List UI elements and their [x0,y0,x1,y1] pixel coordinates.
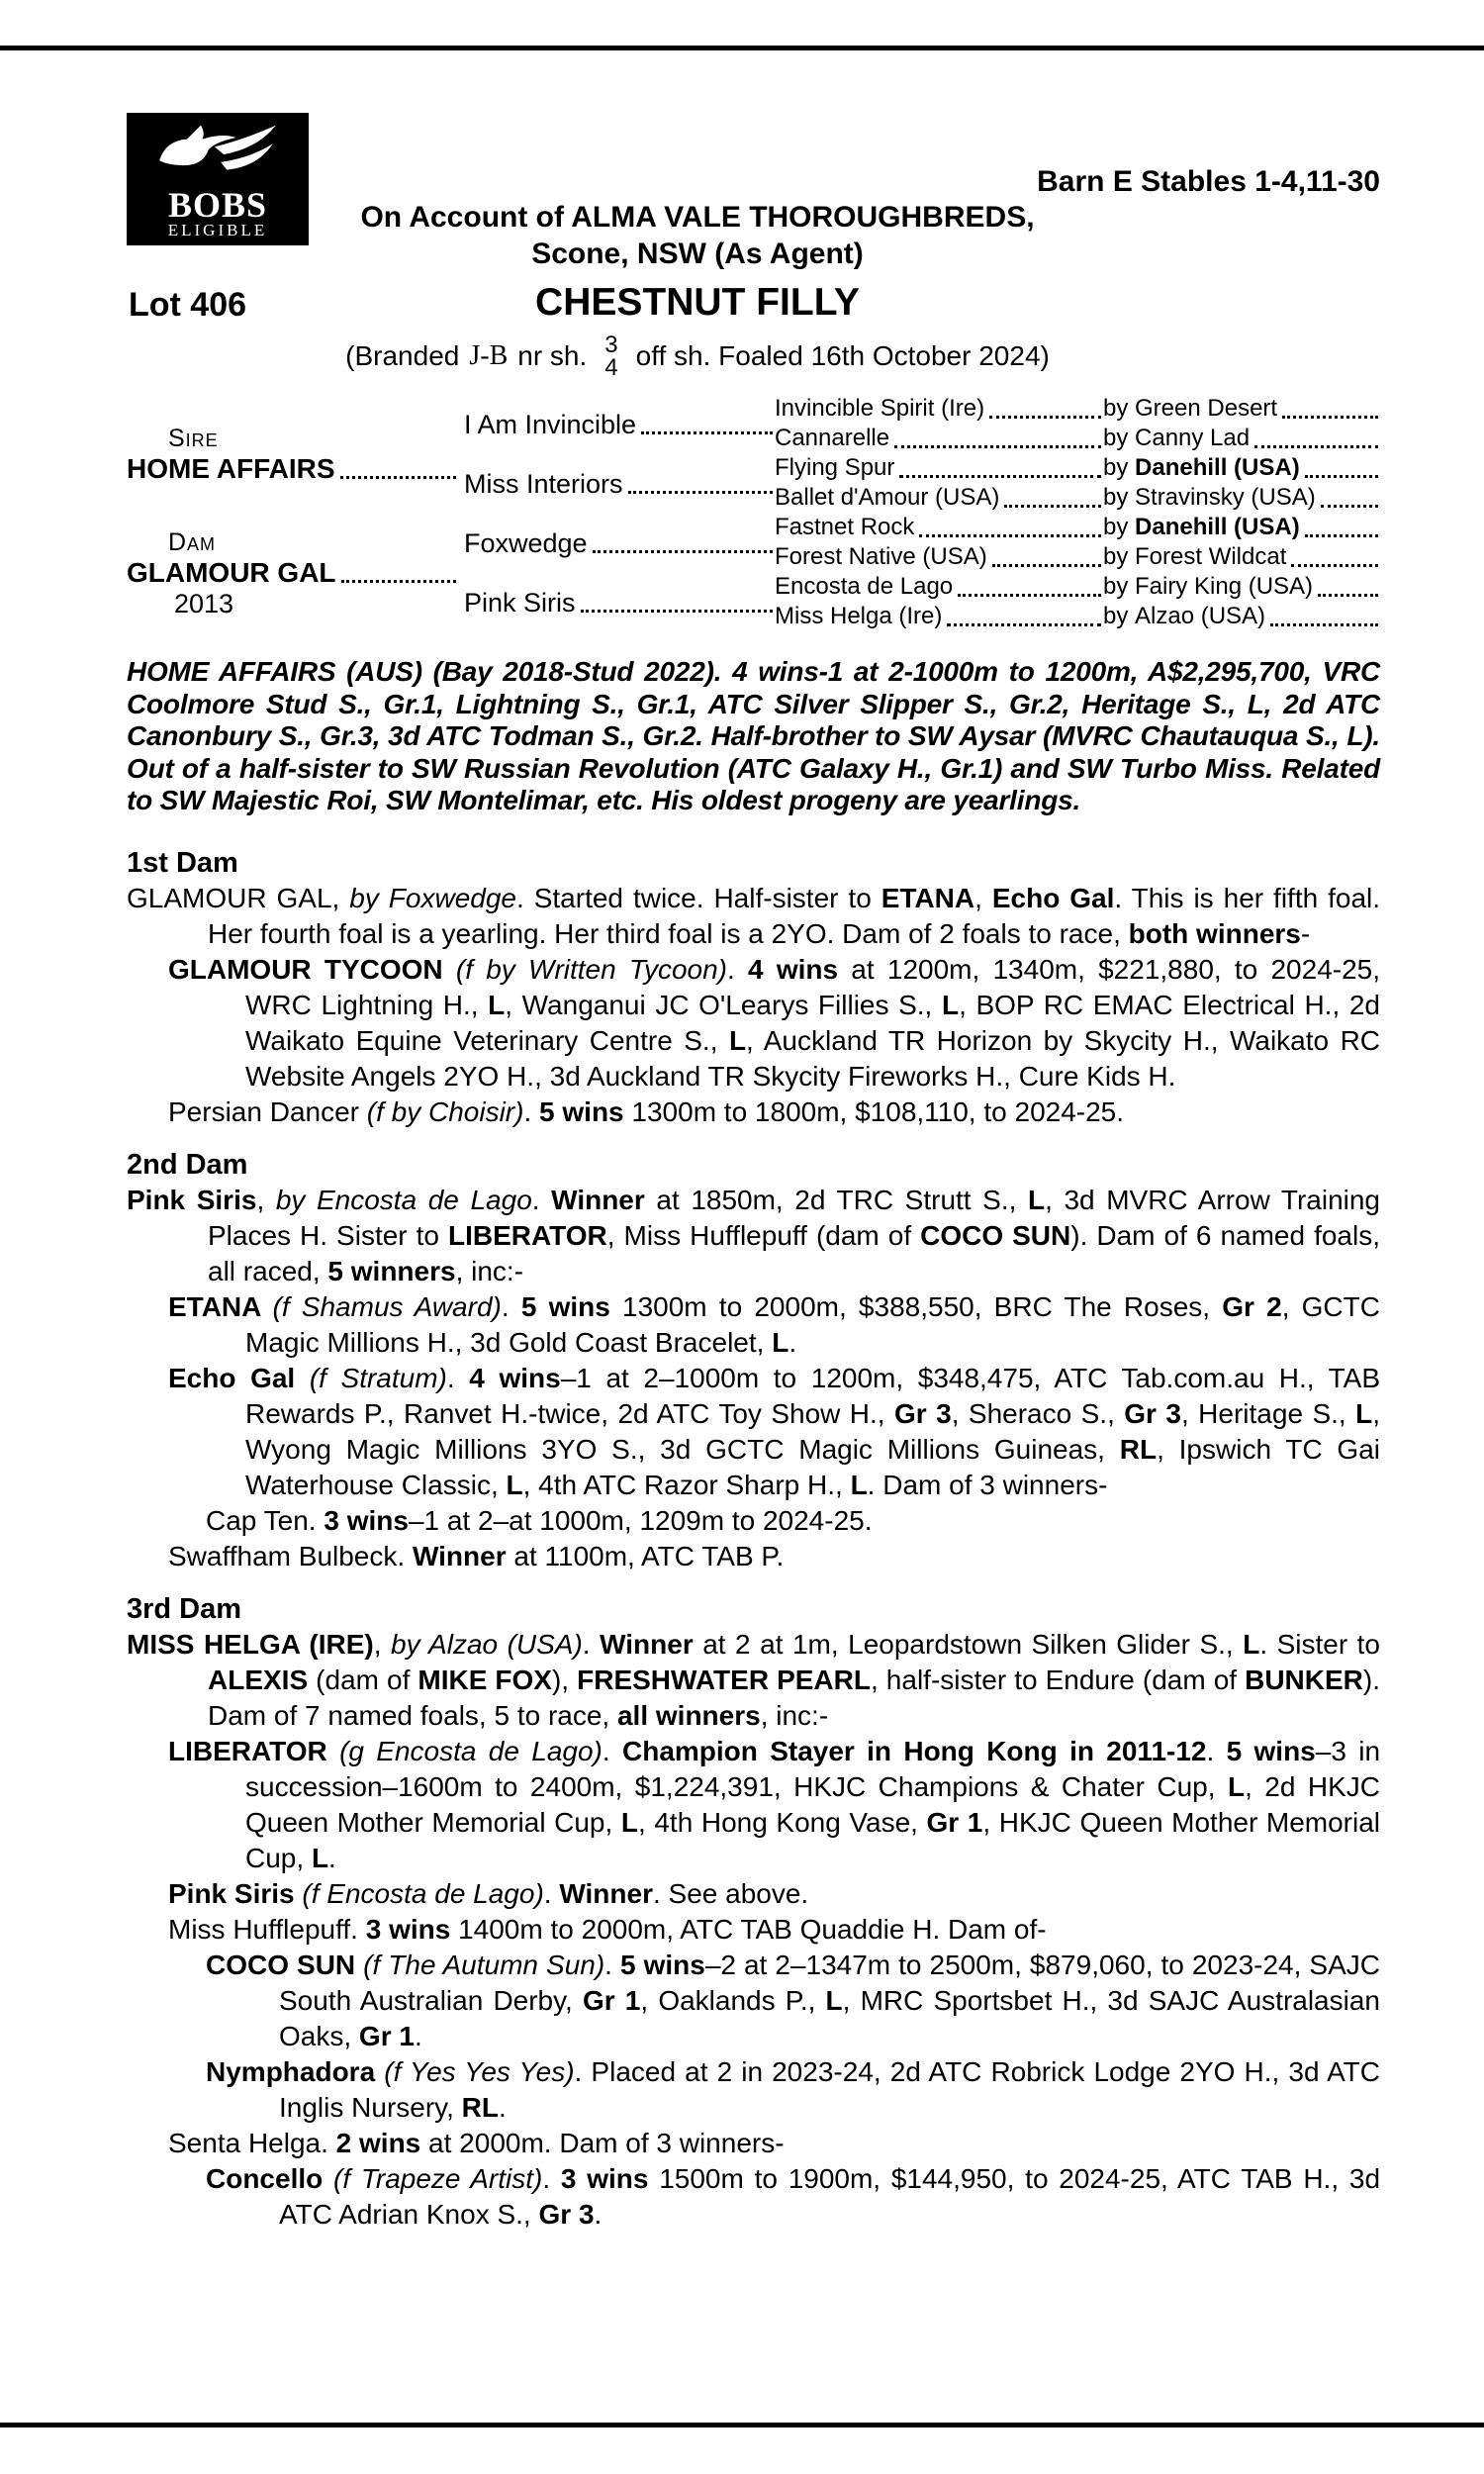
text-run: 5 wins [619,1949,705,1980]
text-run: , [373,1628,392,1660]
pedigree-gp-by [1103,425,1380,454]
dot-leader [1282,395,1378,419]
text-run: 1500m to 1900m, $144,950, to 2024-25, ATC TAB H., 3d ATC Adrian Knox S., [279,2162,1381,2230]
text-run: (f Yes Yes Yes) [384,2055,575,2087]
text-run: at 1850m, 2d TRC Strutt S., [644,1184,1028,1215]
text-run: , inc:- [455,1255,524,1286]
pedigree-sire-cell [127,395,458,514]
text-run: . [543,1877,560,1909]
grandparent-name: Cannarelle [775,425,890,451]
text-run: L [850,1469,868,1500]
text-run: Gr 2 [1222,1290,1282,1322]
text-run: , Sheraco S., [951,1397,1125,1429]
pedigree-gp-name [775,454,1103,484]
dot-leader [992,543,1101,567]
text-run: . [582,1628,601,1660]
text-run: Gr 3 [894,1397,952,1429]
text-run: 1300m to 1800m, $108,110, to 2024-25. [623,1095,1125,1127]
dam-sections [127,845,1380,2233]
text-run: (g Encosta de Lago) [339,1735,603,1766]
text-run: , 3d MVRC Arrow Training Places H. Sister to [208,1184,1381,1251]
text-run: L [620,1806,638,1838]
text-run: , inc:- [760,1699,829,1731]
pedigree-paragraph [127,2054,1380,2126]
grandparent-name: Fastnet Rock [775,514,915,540]
text-run: 4 wins [469,1362,561,1393]
pedigree-parent-inner [464,528,775,559]
pedigree-paragraph [127,952,1380,1094]
by-name: Danehill (USA) [1135,454,1300,481]
text-run: by Encosta de Lago [275,1184,532,1215]
text-run: Winner [600,1628,694,1660]
section-heading: 3rd Dam [127,1592,242,1625]
text-run: . [446,1362,470,1393]
text-run: Gr 1 [582,1984,641,2016]
pedigree-gp-row [775,573,1380,603]
text-run: (f Stratum) [309,1362,447,1393]
dam-year: 2013 [174,588,234,618]
dot-leader [593,528,773,553]
text-run: , Miss Hufflepuff (dam of [606,1219,921,1251]
text-run: HOME AFFAIRS (AUS) (Bay 2018-Stud 2022). 4 wins-1 at 2-1000m to 1200m, A$2,295,700, VRC Coolmore Stud S., Gr.1, Lightning S., Gr.1, ATC Silver Slipper S., Gr.2, Heritage S., L, 2d ATC Canonbury S., Gr.3, 3d ATC Todman S., Gr.2. Half-brother to SW Aysar (MVRC Chautauqua S., L). Out of a half-sister to SW Russian Revolution (ATC Galaxy H., Gr.1) and SW Turbo Miss. Related to SW Majestic Roi, SW Montelimar, etc. His oldest progeny are yearlings. [127,656,1380,815]
header [127,109,1380,379]
text-run: 4 wins [748,953,839,985]
pedigree-paragraph [127,2161,1380,2233]
text-run: , GCTC Magic Millions H., 3d Gold Coast Bracelet, [245,1290,1380,1358]
text-run: –3 in succession–1600m to 2400m, $1,224,391, HKJC Champions & Chater Cup, [245,1735,1381,1802]
by-name: Canny Lad [1135,425,1251,451]
pedigree-gp-name [775,395,1103,425]
bottom-rule [0,2423,1484,2427]
account-line-1: On Account of ALMA VALE THOROUGHBREDS, [360,201,1035,234]
pedigree-gp-name [775,484,1103,514]
dot-leader [919,514,1101,537]
text-run: . [542,2162,561,2194]
dot-leader [989,395,1101,419]
text-run: Gr 1 [926,1806,983,1838]
text-run: 5 wins [539,1095,624,1127]
text-run: , Wanganui JC O'Learys Fillies S., [505,989,942,1020]
grandparent-name: Forest Native (USA) [775,543,987,570]
text-run: –1 at 2–at 1000m, 1209m to 2024-25. [408,1504,873,1536]
text-run: - [1300,917,1311,949]
grandparent-name: Miss Helga (Ire) [775,603,943,629]
text-run: Winner [551,1184,645,1215]
text-run: (f by Choisir) [366,1095,524,1127]
text-run: at 2000m. Dam of 3 winners- [420,2127,785,2158]
text-run: . Started twice. Half-sister to [516,882,881,913]
branded-mid: nr sh. [517,340,588,371]
text-run: , Oaklands P., [640,1984,826,2016]
text-run: Nymphadora [206,2055,385,2087]
text-run: , Heritage S., [1180,1397,1356,1429]
text-run: COCO SUN [920,1219,1071,1251]
pedigree-gp-by [1103,573,1380,603]
text-run: both winners [1128,917,1301,949]
brand-mark: J-B [469,340,509,371]
pedigree-paragraph [127,1094,1380,1130]
brand-number-top: 3 [604,332,618,358]
text-run: ). Dam of 6 named foals, all raced, [208,1219,1381,1286]
sire-name: HOME AFFAIRS [127,452,335,484]
text-run: Cap Ten. [206,1504,325,1536]
text-run: . Dam of 3 winners- [867,1469,1108,1500]
text-run: (f by Written Tycoon) [455,953,727,985]
pedigree-paragraph [127,1503,1380,1539]
by-name: Green Desert [1135,395,1278,422]
text-run: Concello [206,2162,333,2194]
text-run: (f Shamus Award) [272,1290,502,1322]
text-run: , Wyong Magic Millions 3YO S., 3d GCTC Magic Millions Guineas, [245,1397,1380,1465]
pedigree-gp-row [775,603,1380,632]
grandparent-name: Encosta de Lago [775,573,954,600]
text-run: , BOP RC EMAC Electrical H., 2d Waikato Equine Veterinary Centre S., [245,989,1380,1056]
text-run: Pink Siris [127,1184,257,1215]
branded-prefix: (Branded [345,340,460,371]
text-run: ETANA [168,1290,273,1322]
text-run: . [604,1949,620,1980]
pedigree-gp-row [775,484,1380,514]
text-run: 1300m to 2000m, $388,550, BRC The Roses, [609,1290,1223,1322]
text-run: 5 wins [520,1290,610,1322]
text-run: (f Trapeze Artist) [333,2162,543,2194]
pedigree-gp-name [775,573,1103,603]
lot-number: Lot 406 [129,286,247,324]
text-run: ALEXIS [208,1664,309,1695]
pedigree-parent-inner [464,410,775,440]
text-run: Pink Siris [168,1877,303,1909]
text-run: L [311,1842,329,1873]
text-run: (dam of [308,1664,418,1695]
text-run: , HKJC Queen Mother Memorial Cup, [245,1806,1381,1873]
grandparent-name: Flying Spur [775,454,895,481]
by-prefix: by [1103,395,1136,422]
text-run: Miss Hufflepuff. [168,1913,366,1945]
text-run: by Alzao (USA) [391,1628,583,1660]
text-run: . [328,1842,336,1873]
pedigree-gp-by [1103,395,1380,425]
text-run: all winners [616,1699,761,1731]
dot-leader [1305,514,1378,537]
text-run: . See above. [652,1877,809,1909]
text-run: L [1027,1184,1046,1215]
pedigree-gp-name [775,603,1103,632]
text-run: 1400m to 2000m, ATC TAB Quaddie H. Dam of- [450,1913,1047,1945]
pedigree-gp-row [775,425,1380,454]
text-run: RL [461,2091,499,2123]
pedigree-parent-inner [464,469,775,500]
text-run: (f Encosta de Lago) [302,1877,544,1909]
text-run: at 1100m, ATC TAB P. [506,1540,785,1571]
pedigree-col-parents [458,395,775,632]
text-run: MISS HELGA (IRE) [127,1628,374,1660]
text-run: . [1206,1735,1227,1766]
text-run: , half-sister to Endure (dam of [870,1664,1246,1695]
bobs-horse-icon [139,121,297,182]
text-run: –1 at 2–1000m to 1200m, $348,475, ATC Tab.com.au H., TAB Rewards P., Ranvet H.-twice, 2d ATC Toy Show H., [245,1362,1381,1429]
dot-leader [1270,603,1378,626]
text-run: L [488,989,506,1020]
text-run: 3 wins [365,1913,451,1945]
sire-note [127,656,1380,817]
dam-name-row [127,557,458,589]
dot-leader [341,557,456,583]
text-run: L [825,1984,843,2016]
pedigree-dam-cell [127,514,458,632]
text-run: ). Dam of 7 named foals, 5 to race, [208,1664,1380,1731]
barn-stables-line: Barn E Stables 1-4,11-30 [1037,165,1380,198]
by-prefix: by [1103,543,1136,570]
pedigree-table [127,395,1380,632]
pedigree-paragraph [127,1361,1380,1503]
dam-name: GLAMOUR GAL [127,556,336,588]
text-run: Winner [412,1540,507,1571]
dot-leader [581,588,773,613]
brand-number-bottom: 4 [604,354,618,381]
text-run: 2 wins [335,2127,421,2158]
pedigree-parent [464,395,775,454]
text-run: . Placed at 2 in 2023-24, 2d ATC Robrick Lodge 2YO H., 3d ATC Inglis Nursery, [279,2055,1380,2123]
section-heading: 2nd Dam [127,1148,248,1181]
text-run: . [727,953,749,985]
pedigree-gp-name [775,425,1103,454]
pedigree-gp-row [775,514,1380,543]
by-prefix: by [1103,573,1136,600]
by-prefix: by [1103,484,1136,511]
by-prefix: by [1103,425,1136,451]
text-run: , MRC Sportsbet H., 3d SAJC Australasian Oaks, [279,1984,1380,2051]
text-run: FRESHWATER PEARL [577,1664,871,1695]
logo-subtitle: ELIGIBLE [167,221,268,239]
parent-name: Pink Siris [464,587,576,618]
text-run: L [728,1024,747,1056]
account-line-2: Scone, NSW (As Agent) [531,238,864,270]
text-run: Swaffham Bulbeck. [168,1540,413,1571]
text-run: , 4th Hong Kong Vase, [637,1806,927,1838]
pedigree-paragraph [127,1734,1380,1876]
text-run: Senta Helga. [168,2127,336,2158]
text-run: L [506,1469,523,1500]
pedigree-paragraph [127,1948,1380,2054]
dot-leader [1321,484,1378,508]
text-run: by Foxwedge [349,882,516,913]
dot-leader [641,410,773,434]
by-name: Fairy King (USA) [1135,573,1314,600]
pedigree-gp-row [775,454,1380,484]
text-run: L [1355,1397,1373,1429]
grandparent-name: Ballet d'Amour (USA) [775,484,1000,511]
text-run: . [531,1184,552,1215]
text-run: Gr 3 [1124,1397,1181,1429]
text-run: . [594,2198,603,2230]
text-run: ), [551,1664,578,1695]
dot-leader [899,454,1101,478]
pedigree-gp-by [1103,514,1380,543]
pedigree-parent-inner [464,588,775,618]
brand-number-fraction [604,333,617,379]
pedigree-col-sire-dam [127,395,458,632]
lot-title-row [127,282,1380,328]
pedigree-paragraph [127,1539,1380,1574]
by-prefix: by [1103,603,1136,629]
pedigree-gp-by [1103,543,1380,573]
text-run: L [1227,1770,1246,1802]
pedigree-paragraph [127,1183,1380,1289]
branding-line [127,333,1268,379]
pedigree-gp-name [775,514,1103,543]
dot-leader [1254,425,1378,448]
text-run: –2 at 2–1347m to 2500m, $879,060, to 2023-24, SAJC South Australian Derby, [279,1949,1380,2016]
dot-leader [894,425,1101,448]
text-run: Winner [559,1877,653,1909]
text-run: . [788,1326,797,1358]
text-run: LIBERATOR [448,1219,607,1251]
text-run: Echo Gal [168,1362,310,1393]
bobs-eligible-logo [127,113,309,245]
page-title: CHESTNUT FILLY [535,281,860,324]
text-run: L [941,989,960,1020]
text-run: , Ipswich TC Gai Waterhouse Classic, [245,1433,1381,1500]
pedigree-gp-row [775,395,1380,425]
sire-name-row [127,453,458,485]
page-content [127,109,1380,2233]
by-name: Stravinsky (USA) [1135,484,1316,511]
pedigree-parent [464,514,775,573]
text-run: 3 wins [324,1504,409,1536]
text-run: . [414,2020,422,2051]
branded-suffix: off sh. Foaled 16th October 2024) [635,340,1050,371]
pedigree-gp-by [1103,484,1380,514]
text-run: MIKE FOX [417,1664,552,1695]
pedigree-paragraph [127,1289,1380,1361]
pedigree-grandparents [775,395,1380,632]
text-run: , [974,882,992,913]
dot-leader [340,453,456,479]
text-run: GLAMOUR TYCOON [168,953,456,985]
text-run: 5 wins [1226,1735,1316,1766]
text-run: . [602,1735,622,1766]
parent-name: I Am Invincible [464,409,637,439]
text-run: at 1200m, 1340m, $221,880, to 2024-25, WRC Lightning H., [245,953,1381,1020]
parent-name: Foxwedge [464,527,588,558]
text-run: RL [1119,1433,1158,1465]
by-prefix: by [1103,454,1136,481]
text-run: , 4th ATC Razor Sharp H., [522,1469,851,1500]
dam-label: Dam [168,527,217,556]
dot-leader [1318,573,1378,597]
pedigree-paragraph [127,1876,1380,1912]
pedigree-gp-name [775,543,1103,573]
text-run: Persian Dancer [168,1095,367,1127]
text-run: GLAMOUR GAL, [127,882,350,913]
text-run: . [498,2091,507,2123]
text-run: . [501,1290,521,1322]
pedigree-paragraph [127,1912,1380,1948]
text-run: Gr 3 [538,2198,595,2230]
text-run: . [523,1095,540,1127]
text-run: 3 wins [560,2162,649,2194]
by-prefix: by [1103,514,1136,540]
top-rule [0,46,1484,50]
text-run: , Auckland TR Horizon by Skycity H., Waikato RC Website Angels 2YO H., 3d Auckland TR Skycity Fireworks H., Cure Kids H. [245,1024,1381,1092]
text-run: . This is her fifth foal. Her fourth foal is a yearling. Her third foal is a 2YO. Dam of 2 foals to race, [208,882,1381,949]
text-run: LIBERATOR [168,1735,340,1766]
dot-leader [958,573,1101,597]
sire-label: Sire [168,424,219,452]
by-name: Danehill (USA) [1135,514,1300,540]
pedigree-gp-row [775,543,1380,573]
dot-leader [1004,484,1101,508]
logo-word: BOBS [167,185,268,225]
text-run: BUNKER [1245,1664,1363,1695]
dot-leader [1291,543,1378,567]
pedigree-paragraph [127,2126,1380,2161]
text-run: Gr 1 [358,2020,415,2051]
pedigree-gp-by [1103,454,1380,484]
parent-name: Miss Interiors [464,468,623,499]
pedigree-paragraph [127,881,1380,952]
pedigree-parent [464,454,775,514]
text-run: ETANA [881,882,975,913]
text-run: 5 winners [327,1255,456,1286]
pedigree-paragraph [127,1627,1380,1734]
grandparent-name: Invincible Spirit (Ire) [775,395,985,422]
text-run: at 2 at 1m, Leopardstown Silken Glider S., [693,1628,1244,1660]
text-run: COCO SUN [206,1949,364,1980]
text-run: (f The Autumn Sun) [363,1949,605,1980]
text-run: . Sister to [1259,1628,1381,1660]
dot-leader [628,469,773,494]
section-heading: 1st Dam [127,846,238,879]
text-run: L [772,1326,789,1358]
dot-leader [947,603,1101,626]
text-run: , 2d HKJC Queen Mother Memorial Cup, [245,1770,1380,1838]
pedigree-parent [464,573,775,632]
text-run: Echo Gal [991,882,1115,913]
pedigree-gp-by [1103,603,1380,632]
by-name: Alzao (USA) [1135,603,1266,629]
text-run: , [256,1184,276,1215]
by-name: Forest Wildcat [1135,543,1287,570]
text-run: L [1243,1628,1260,1660]
dot-leader [1305,454,1378,478]
text-run: Champion Stayer in Hong Kong in 2011-12 [622,1735,1207,1766]
